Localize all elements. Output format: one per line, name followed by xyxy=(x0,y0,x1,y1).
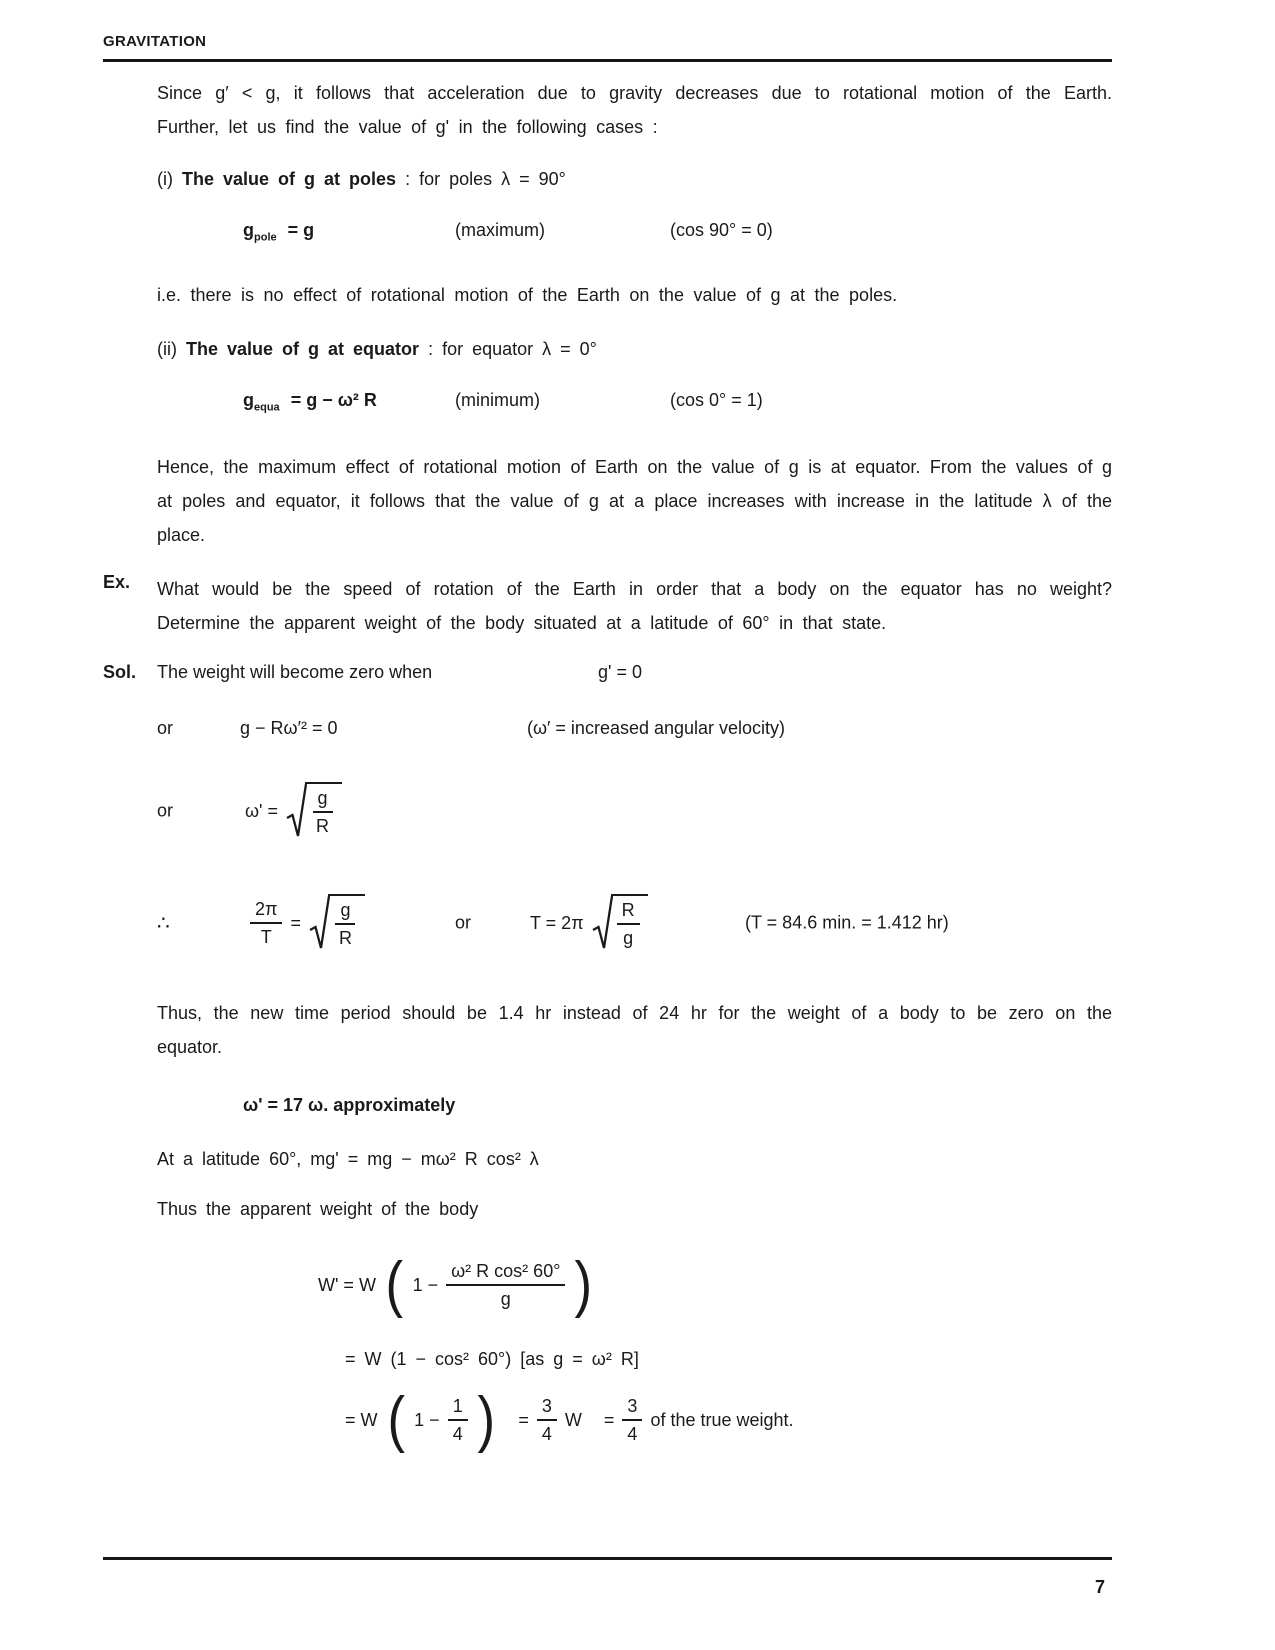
angular-velocity-note: (ω′ = increased angular velocity) xyxy=(527,718,786,738)
radicand xyxy=(611,894,648,948)
therefore-row xyxy=(103,884,1112,962)
equation-gequa xyxy=(243,390,377,414)
radicand xyxy=(305,782,342,836)
w-eq3-equation xyxy=(345,1385,794,1454)
case-poles-tail: : for poles λ = 90° xyxy=(405,169,566,189)
case-equator-tail: : for equator λ = 0° xyxy=(428,339,597,359)
open-paren: ( xyxy=(387,1385,405,1454)
w-prime-equation xyxy=(318,1250,594,1319)
gpole-base: g xyxy=(243,220,254,240)
one-minus: 1 − xyxy=(412,1274,439,1295)
period-value-note: (T = 84.6 min. = 1.412 hr) xyxy=(745,912,949,933)
close-paren: ) xyxy=(574,1250,593,1319)
apparent-weight-line: Thus the apparent weight of the body xyxy=(157,1199,479,1219)
case-equator-heading xyxy=(157,336,1112,362)
case-poles-title: The value of g at poles xyxy=(182,169,397,189)
solution-label: Sol. xyxy=(103,662,137,682)
fraction-g-over-R xyxy=(311,788,334,836)
fraction-denominator: 4 xyxy=(541,1424,552,1444)
intro-paragraph: Since g′ < g, it follows that acceleration due to gravity decreases due to rotational motion of the Earth. Further, let us find the value of g' in the following cases : xyxy=(157,83,1112,137)
equation-gpole-row xyxy=(103,220,1112,254)
solution-intro-eq: g' = 0 xyxy=(598,662,642,682)
note-cos90: (cos 90° = 0) xyxy=(670,220,773,240)
w-eq3-prefix: = W xyxy=(345,1409,378,1430)
radical-sign xyxy=(309,894,330,952)
fraction-denominator: g xyxy=(623,928,634,948)
note-cos0: (cos 0° = 1) xyxy=(670,390,763,410)
fraction-numerator: 2π xyxy=(250,899,282,924)
fraction-numerator: ω² R cos² 60° xyxy=(446,1261,565,1286)
note-maximum: (maximum) xyxy=(455,220,545,240)
solution-or2-row xyxy=(103,780,1112,842)
fraction-denominator: T xyxy=(260,927,272,947)
gequa-subscript: equa xyxy=(254,401,280,414)
solution-intro-text: The weight will become zero when xyxy=(157,662,433,682)
w-eq3-row xyxy=(103,1385,1112,1454)
case-poles-heading xyxy=(157,166,1112,192)
fraction-R-over-g xyxy=(617,900,640,948)
gpole-subscript: pole xyxy=(254,231,277,244)
fraction-omega-term xyxy=(446,1261,565,1309)
equation-gequa-row xyxy=(103,390,1112,424)
fraction-denominator: 4 xyxy=(452,1424,463,1444)
case-equator-title: The value of g at equator xyxy=(186,339,420,359)
page-number: 7 xyxy=(1094,1577,1105,1597)
close-paren: ) xyxy=(477,1385,495,1454)
equation-gpole xyxy=(243,220,314,244)
or-word: or xyxy=(157,800,174,821)
fraction-denominator: R xyxy=(316,816,330,836)
note-minimum: (minimum) xyxy=(455,390,540,410)
omega-approx-line: ω' = 17 ω. approximately xyxy=(243,1095,456,1115)
omega-equals: ω' = xyxy=(245,800,279,821)
thus-paragraph: Thus, the new time period should be 1.4 hr instead of 24 hr for the weight of a body to be zero on the equator. xyxy=(157,1003,1112,1057)
w-prime-prefix: W' = W xyxy=(318,1274,376,1295)
solution-or1-row xyxy=(103,718,1112,752)
fraction-numerator: g xyxy=(313,788,333,813)
page-header xyxy=(103,30,1112,51)
case-equator-numeral: (ii) xyxy=(157,339,177,359)
fraction-denominator: R xyxy=(338,928,352,948)
omega-sqrt-equation xyxy=(245,782,342,840)
poles-conclusion: i.e. there is no effect of rotational motion of the Earth on the value of g at the poles. xyxy=(157,285,898,305)
example-label: Ex. xyxy=(103,572,131,592)
fraction-g-over-R xyxy=(334,900,357,948)
true-weight-text: of the true weight. xyxy=(650,1409,794,1430)
w-eq2-line: = W (1 − cos² 60°) [as g = ω² R] xyxy=(345,1349,639,1369)
fraction-numerator: 3 xyxy=(537,1396,557,1421)
gequa-rhs: = g − ω² R xyxy=(290,390,377,410)
w-prime-equation-row xyxy=(103,1248,1112,1322)
footer-rule xyxy=(103,1557,1112,1560)
equals-sign: = xyxy=(518,1409,529,1430)
fraction-numerator: 3 xyxy=(622,1396,642,1421)
fraction-three-quarters xyxy=(622,1396,642,1444)
one-minus: 1 − xyxy=(414,1409,440,1430)
or-word: or xyxy=(157,718,174,738)
fraction-denominator: g xyxy=(500,1289,511,1309)
radicand xyxy=(328,894,365,948)
fraction-numerator: 1 xyxy=(448,1396,468,1421)
radical-sign xyxy=(592,894,613,952)
gequa-base: g xyxy=(243,390,254,410)
fraction-numerator: g xyxy=(335,900,355,925)
fraction-numerator: R xyxy=(617,900,640,925)
period-prefix: T = 2π xyxy=(530,912,584,933)
header-rule xyxy=(103,59,1112,62)
w-symbol: W xyxy=(564,1409,582,1430)
time-period-equation xyxy=(530,894,648,952)
radical-sign xyxy=(286,782,307,840)
example-block xyxy=(103,572,1112,640)
fraction-2pi-over-T xyxy=(250,899,282,947)
open-paren: ( xyxy=(385,1250,404,1319)
equals-sign: = xyxy=(603,1409,615,1430)
or-word: or xyxy=(455,912,472,933)
omega-zero-equation: g − Rω′² = 0 xyxy=(240,718,338,738)
example-text: What would be the speed of rotation of the Earth in order that a body on the equator has no weight? Determine the apparent weight of the body situated at a latitude of 60° in that state. xyxy=(157,579,1112,633)
square-root xyxy=(309,894,365,952)
gpole-rhs: = g xyxy=(287,220,315,240)
period-sqrt-equation xyxy=(250,894,365,952)
case-poles-numeral: (i) xyxy=(157,169,173,189)
page-title: GRAVITATION xyxy=(103,33,207,50)
equals-sign: = xyxy=(290,912,301,933)
square-root xyxy=(286,782,342,840)
equator-conclusion: Hence, the maximum effect of rotational motion of Earth on the value of g is at equator. From the values of g at poles and equator, it follows that the value of g at a place increases with increase in the latitude λ of the place. xyxy=(157,457,1112,545)
square-root xyxy=(592,894,648,952)
therefore-symbol: ∴ xyxy=(157,912,170,935)
fraction-denominator: 4 xyxy=(627,1424,638,1444)
solution-intro-row xyxy=(103,662,1112,696)
fraction-one-quarter xyxy=(448,1396,468,1444)
fraction-three-quarters xyxy=(537,1396,557,1444)
latitude-line: At a latitude 60°, mg' = mg − mω² R cos² λ xyxy=(157,1149,539,1169)
